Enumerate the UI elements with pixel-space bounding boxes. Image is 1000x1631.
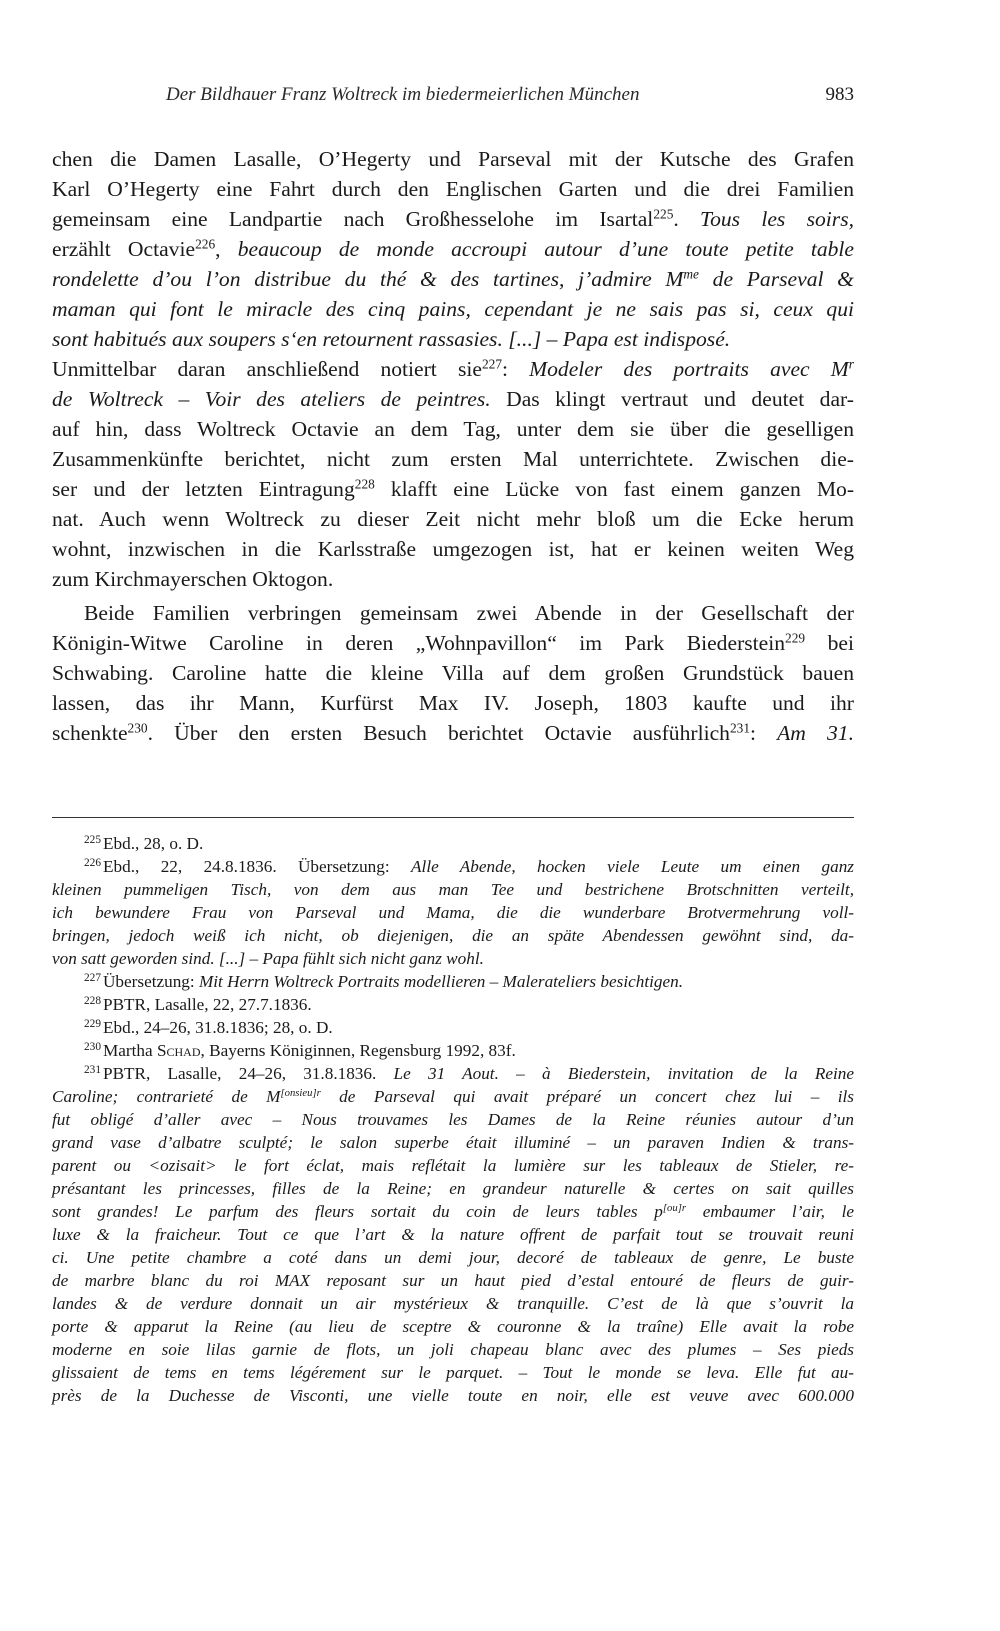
text-run: . [673,207,701,231]
footnote-line [52,1338,854,1361]
footnote-translation: von satt geworden sind. [...] – Papa fühlt sich nicht ganz wohl. [52,949,484,968]
text-run: Königin-Witwe Caroline in deren „Wohnpavillon“ im Park Biederstein [52,631,786,655]
text-run: gemeinsam eine Landpartie nach Großhesselohe im Isartal [52,207,654,231]
text-line [52,504,854,534]
footnote-line [52,1200,854,1223]
text-line [52,628,854,658]
text-line [52,204,854,234]
footnote-226 [52,855,854,878]
quote-text: maman qui font le miracle des cinq pains, cependant je ne sais pas si, ceux qui [52,297,854,321]
footnote-ref: 228 [354,476,375,492]
text-run: bei [805,631,854,655]
footnotes [52,832,854,1492]
footnote-number: 230 [84,1041,102,1054]
text-run: lassen, das ihr Mann, Kurfürst Max IV. Joseph, 1803 kaufte und ihr [52,691,854,715]
text-line [52,688,854,718]
quote-text: Tous les soirs, [700,207,855,231]
text-run: schenkte [52,721,128,745]
text-run: chen die Damen Lasalle, O’Hegerty und Parseval mit der Kutsche des Grafen [52,147,854,171]
footnote-quote: glissaient de tems en tems légérement sur le parquet. – Tout le monde se leva. Elle fut au- [52,1363,854,1382]
quote-text: sont habitués aux soupers s‘en retournent rassasies. [...] – Papa est indisposé. [52,327,731,351]
text-line [52,354,854,384]
text-run: Beide Familien verbringen gemeinsam zwei Abende in der Gesellschaft der [84,601,854,625]
text-line [52,474,854,504]
text-line [52,718,854,748]
page-number: 983 [825,84,854,105]
text-line [52,444,854,474]
footnote-text: Ebd., 22, 24.8.1836. Übersetzung: [103,857,412,876]
text-line [52,234,854,264]
footnote-number: 227 [84,972,102,985]
footnote-230 [52,1039,854,1062]
text-run: Schwabing. Caroline hatte die kleine Villa auf dem großen Grundstück bauen [52,661,854,685]
text-run: klafft eine Lücke von fast einem ganzen Mo- [374,477,855,501]
footnote-text: , Bayerns Königinnen, Regensburg 1992, 83f. [200,1041,516,1060]
text-line [52,264,854,294]
footnote-line [52,878,854,901]
footnote-line [52,1108,854,1131]
footnote-text: Ebd., 24–26, 31.8.1836; 28, o. D. [103,1018,333,1037]
footnote-225 [52,832,854,855]
footnote-text: Martha [103,1041,157,1060]
footnote-line [52,1292,854,1315]
text-line [52,294,854,324]
text-line [52,598,854,628]
text-run: ser und der letzten Eintragung [52,477,355,501]
footnote-text: PBTR, Lasalle, 22, 27.7.1836. [103,995,312,1014]
footnote-text: Ebd., 28, o. D. [103,834,204,853]
text-run: auf hin, dass Woltreck Octavie an dem Tag, unter dem sie über die geselligen [52,417,854,441]
superscript-abbrev: [onsieu]r [280,1088,321,1100]
quote-text: de Parseval & [698,267,854,291]
footnote-line [52,901,854,924]
footnote-line [52,1154,854,1177]
footnote-translation: Mit Herrn Woltreck Portraits modellieren – Malerateliers besichtigen. [198,972,683,991]
superscript-abbrev: [ou]r [662,1203,686,1215]
text-line [52,414,854,444]
text-run: , [215,237,238,261]
text-line [52,384,854,414]
footnote-number: 231 [84,1064,102,1077]
footnote-line [52,1246,854,1269]
footnote-quote: parent ou <ozisait> le fort éclat, mais reflétait la lumière sur les tableaux de Stieler, re- [52,1156,854,1175]
footnote-number: 226 [84,857,102,870]
text-run: : [502,357,530,381]
footnote-quote: embaumer l’air, le [686,1202,854,1221]
footnote-quote: Le 31 Aout. – à Biederstein, invitation de la Reine [393,1064,854,1083]
text-run: erzählt Octavie [52,237,196,261]
footnote-number: 228 [84,995,102,1008]
footnote-quote: de marbre blanc du roi MAX reposant sur un haut pied d’estal entouré de fleurs de guir- [52,1271,854,1290]
footnote-text: Übersetzung: [103,972,199,991]
quote-text: de Woltreck – Voir des ateliers de peintres. [52,387,491,411]
footnote-translation: kleinen pummeligen Tisch, von dem aus man Tee und bestrichene Brotschnitten verteilt, [52,880,854,899]
footnote-ref: 230 [127,720,148,736]
footnote-quote: sont grandes! Le parfum des fleurs sortait du coin de leurs tables p [52,1202,663,1221]
footnote-quote: près de la Duchesse de Visconti, une vielle toute en noir, elle est veuve avec 600.000 [52,1386,854,1405]
footnote-228 [52,993,854,1016]
footnote-quote: ci. Une petite chambre a coté dans un demi jour, decoré de tableaux de genre, Le buste [52,1248,854,1267]
footnote-quote: grand vase d’albatre sculpté; le salon superbe était illuminé – un paraven Indien & trans- [52,1133,854,1152]
footnote-quote: luxe & la fraicheur. Tout ce que l’art & la nature offrent de parfait tout se trouvait reuni [52,1225,854,1244]
footnote-quote: landes & de verdure donnait un air mystérieux & tranquille. C’est de là que s’ouvrit la [52,1294,854,1313]
footnote-ref: 231 [729,720,751,736]
footnote-line [52,1361,854,1384]
footnote-quote: fut obligé d’aller avec – Nous trouvames les Dames de la Reine réunies autour d’un [52,1110,854,1129]
text-run: . Über den ersten Besuch berichtet Octavie ausführlich [147,721,730,745]
footnote-line [52,924,854,947]
footnote-ref: 225 [653,206,674,222]
footnote-ref: 229 [785,630,806,646]
footnote-ref: 226 [195,236,216,252]
footnote-quote: porte & apparut la Reine (au lieu de sceptre & couronne & la traîne) Elle avait la robe [52,1317,854,1336]
superscript-abbrev: me [683,266,699,282]
running-title: Der Bildhauer Franz Woltreck im biedermeierlichen München [166,84,640,105]
footnote-quote: Caroline; contrarieté de M [52,1087,281,1106]
text-run: : [750,721,778,745]
footnote-number: 229 [84,1018,102,1031]
running-header [52,84,854,114]
quote-text: beaucoup de monde accroupi autour d’une toute petite table [237,237,855,261]
author-name: Schad [156,1041,201,1060]
quote-text: Am 31. [777,721,854,745]
footnote-line [52,947,854,970]
footnote-translation: Alle Abende, hocken viele Leute um einen ganz [411,857,854,876]
footnote-separator [52,817,854,818]
footnote-ref: 227 [481,356,502,372]
footnote-quote: moderne en soie lilas garnie de flots, un joli chapeau blanc avec des plumes – Ses pieds [52,1340,854,1359]
footnote-229 [52,1016,854,1039]
footnote-quote: de Parseval qui avait préparé un concert chez lui – ils [320,1087,854,1106]
quote-text: rondelette d’ou l’on distribue du thé & des tartines, j’admire M [52,267,684,291]
text-run: wohnt, inzwischen in die Karlsstraße umgezogen ist, hat er keinen weiten Weg [52,537,854,561]
text-run: nat. Auch wenn Woltreck zu dieser Zeit nicht mehr bloß um die Ecke herum [52,507,854,531]
text-line [52,534,854,564]
footnote-line [52,1384,854,1407]
superscript-abbrev: r [848,356,854,372]
footnote-line [52,1315,854,1338]
text-run: Das klingt vertraut und deutet dar- [490,387,854,411]
text-line [52,564,854,594]
footnote-227 [52,970,854,993]
footnote-231 [52,1062,854,1085]
footnote-line [52,1223,854,1246]
footnote-line [52,1269,854,1292]
text-line [52,324,854,354]
text-line [52,144,854,174]
text-run: Zusammenkünfte berichtet, nicht zum ersten Mal unterrichtete. Zwischen die- [52,447,854,471]
main-text [52,144,854,824]
quote-text: Modeler des portraits avec M [529,357,849,381]
footnote-text: PBTR, Lasalle, 24–26, 31.8.1836. [103,1064,394,1083]
text-line [52,174,854,204]
footnote-line [52,1177,854,1200]
footnote-quote: présantant les princesses, filles de la Reine; en grandeur naturelle & certes on sait quilles [52,1179,854,1198]
footnote-line [52,1131,854,1154]
footnote-line [52,1085,854,1108]
text-run: zum Kirchmayerschen Oktogon. [52,567,334,591]
text-run: Unmittelbar daran anschließend notiert sie [52,357,482,381]
text-run: Karl O’Hegerty eine Fahrt durch den Englischen Garten und die drei Familien [52,177,854,201]
footnote-number: 225 [84,834,102,847]
footnote-translation: bringen, jedoch weiß ich nicht, ob diejenigen, die an späte Abendessen gewöhnt sind, da- [52,926,854,945]
footnote-translation: ich bewundere Frau von Parseval und Mama, die die wunderbare Brotvermehrung voll- [52,903,854,922]
text-line [52,658,854,688]
